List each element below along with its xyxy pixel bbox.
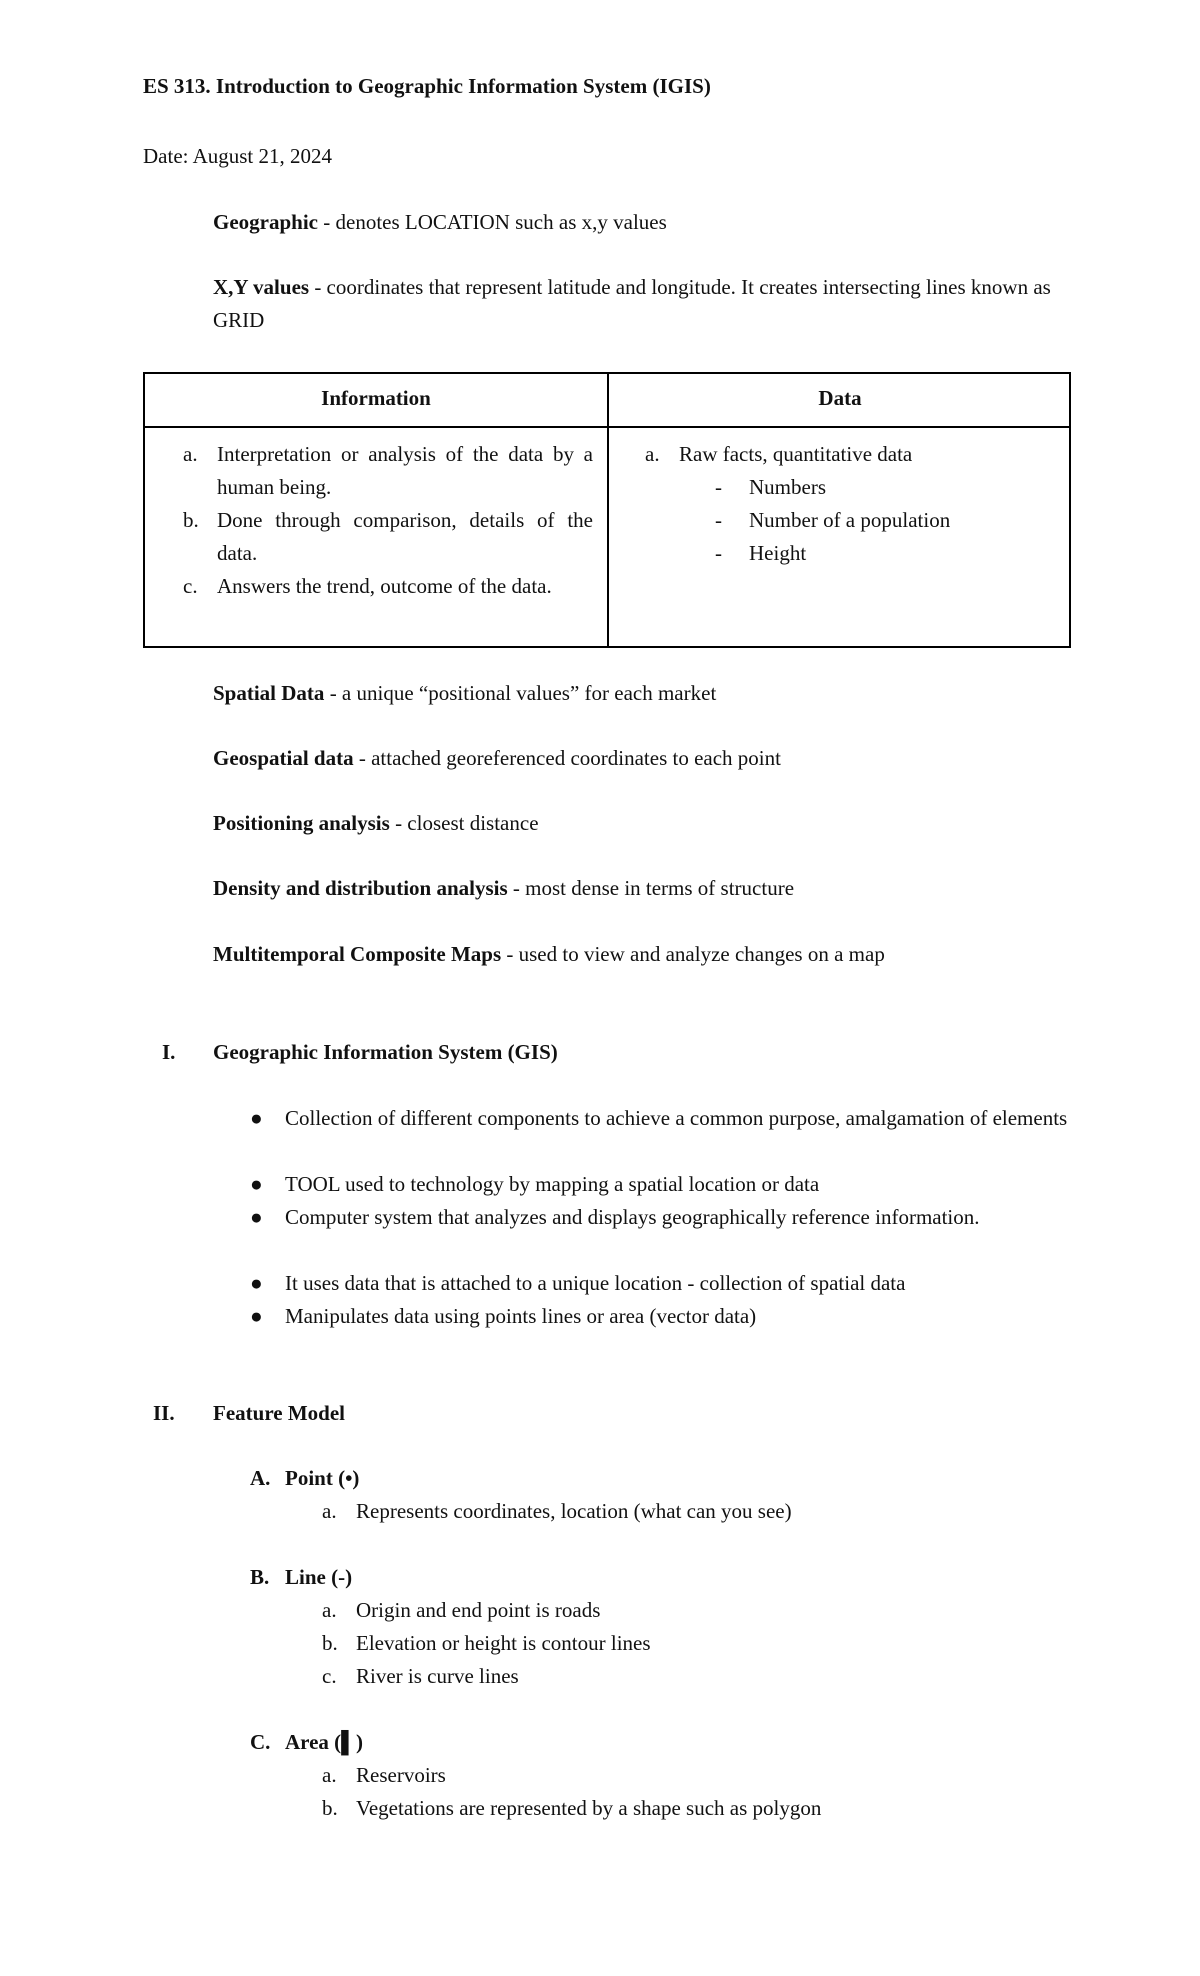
bullet-icon: ● [250, 1106, 263, 1130]
list-item [183, 504, 593, 570]
list-marker: - [715, 541, 722, 565]
bullet-text: It uses data that is attached to a unique location - collection of spatial data [285, 1271, 906, 1295]
subsection-b-letter: B. [250, 1565, 270, 1589]
information-data-table [143, 372, 1071, 648]
definition-desc: - a unique “positional values” for each market [324, 681, 717, 705]
sub-list-item [715, 471, 1045, 504]
list-marker: a. [645, 442, 660, 466]
definition-term: Multitemporal Composite Maps [213, 942, 502, 966]
list-item [183, 570, 593, 603]
list-marker: a. [322, 1499, 337, 1523]
bullet-item [250, 1300, 1070, 1333]
section-1-title: Geographic Information System (GIS) [213, 1040, 558, 1064]
subsection-b-title: Line (-) [285, 1565, 353, 1589]
list-text: Vegetations are represented by a shape such as polygon [356, 1796, 822, 1820]
definition-spatial-data [213, 677, 716, 710]
list-marker: - [715, 475, 722, 499]
sub-list-item [715, 504, 1045, 537]
definition-xy-values [213, 271, 1073, 337]
definition-term: Spatial Data [213, 681, 325, 705]
bullet-icon: ● [250, 1271, 263, 1295]
bullet-icon: ● [250, 1205, 263, 1229]
list-marker: a. [322, 1763, 337, 1787]
section-2-numeral: II. [153, 1401, 175, 1425]
list-item [183, 438, 593, 504]
definition-desc: - closest distance [389, 811, 539, 835]
definition-desc: - most dense in terms of structure [507, 876, 795, 900]
bullet-text: Computer system that analyzes and displays geographically reference information. [285, 1205, 980, 1229]
bullet-item [250, 1168, 1070, 1201]
definition-multitemporal-maps [213, 938, 885, 971]
data-cell [645, 438, 1045, 570]
bullet-item [250, 1267, 1070, 1300]
list-text: Done through comparison, details of the data. [217, 508, 593, 565]
subsection-c-title: Area (▌) [285, 1730, 364, 1754]
list-text: Height [749, 541, 807, 565]
list-text: Raw facts, quantitative data [679, 442, 913, 466]
list-text: River is curve lines [356, 1664, 519, 1688]
list-marker: c. [183, 574, 198, 598]
definition-desc: - denotes LOCATION such as x,y values [318, 210, 667, 234]
list-marker: - [715, 508, 722, 532]
list-text: Represents coordinates, location (what can you see) [356, 1499, 792, 1523]
definition-term: Density and distribution analysis [213, 876, 508, 900]
list-text: Elevation or height is contour lines [356, 1631, 651, 1655]
definition-positioning-analysis [213, 807, 539, 840]
definition-desc: - used to view and analyze changes on a map [501, 942, 885, 966]
list-marker: a. [183, 442, 198, 466]
sub-list-item [715, 537, 1045, 570]
list-marker: c. [322, 1664, 337, 1688]
definition-geographic [213, 206, 667, 239]
list-text: Origin and end point is roads [356, 1598, 601, 1622]
list-marker: b. [183, 508, 199, 532]
bullet-icon: ● [250, 1172, 263, 1196]
date-line: Date: August 21, 2024 [143, 144, 332, 168]
definition-term: Positioning analysis [213, 811, 390, 835]
definition-geospatial-data [213, 742, 781, 775]
list-text: Number of a population [749, 508, 951, 532]
list-text: Numbers [749, 475, 826, 499]
bullet-text: Manipulates data using points lines or area (vector data) [285, 1304, 757, 1328]
bullet-item [250, 1102, 1070, 1135]
information-cell [183, 438, 593, 603]
list-marker: b. [322, 1796, 338, 1820]
list-text: Answers the trend, outcome of the data. [217, 574, 552, 598]
definition-desc: - coordinates that represent latitude and longitude. It creates intersecting lines known as GRID [213, 275, 1051, 332]
bullet-item [250, 1201, 1070, 1234]
subsection-a-title: Point (•) [285, 1466, 360, 1490]
definition-term: Geographic [213, 210, 318, 234]
course-title: ES 313. Introduction to Geographic Information System (IGIS) [143, 74, 711, 98]
bullet-icon: ● [250, 1304, 263, 1328]
definition-term: Geospatial data [213, 746, 354, 770]
list-text: Reservoirs [356, 1763, 446, 1787]
definition-density-distribution [213, 872, 794, 905]
bullet-text: Collection of different components to achieve a common purpose, amalgamation of elements [285, 1106, 1068, 1130]
list-text: Interpretation or analysis of the data by a human being. [217, 442, 593, 499]
list-item [645, 438, 1045, 471]
definition-desc: - attached georeferenced coordinates to each point [353, 746, 781, 770]
subsection-c-letter: C. [250, 1730, 271, 1754]
section-1-numeral: I. [162, 1040, 176, 1064]
list-marker: a. [322, 1598, 337, 1622]
subsection-a-letter: A. [250, 1466, 271, 1490]
list-marker: b. [322, 1631, 338, 1655]
definition-term: X,Y values [213, 275, 310, 299]
section-2-title: Feature Model [213, 1401, 345, 1425]
table-header-information: Information [321, 386, 431, 410]
table-header-data: Data [818, 386, 862, 410]
bullet-text: TOOL used to technology by mapping a spatial location or data [285, 1172, 820, 1196]
